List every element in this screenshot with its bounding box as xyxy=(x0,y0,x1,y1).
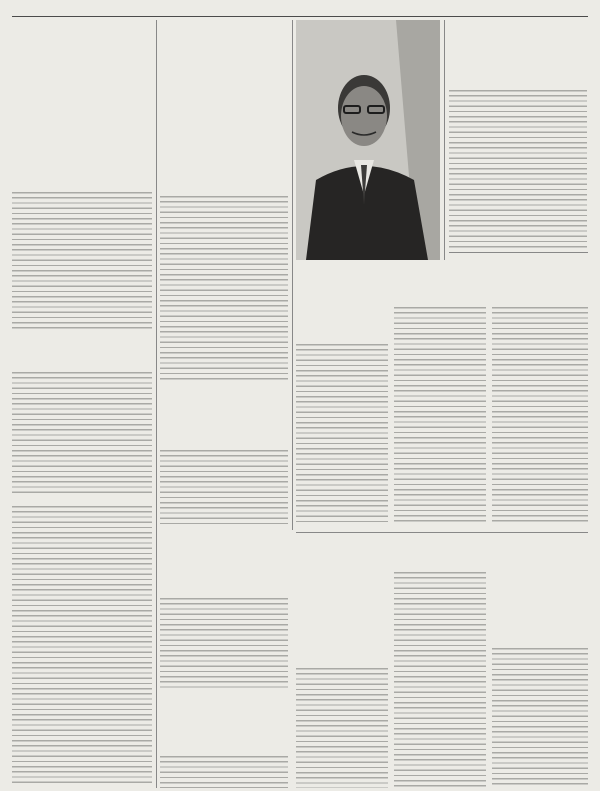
section-rule xyxy=(449,252,588,253)
column-rule xyxy=(292,20,293,530)
body-text-block xyxy=(394,307,486,524)
column-rule xyxy=(156,20,157,788)
body-text-block xyxy=(296,344,388,524)
section-rule xyxy=(296,532,588,533)
body-text-block xyxy=(12,506,152,786)
body-text-block xyxy=(296,668,388,788)
body-text-block xyxy=(160,196,288,382)
body-text-block xyxy=(12,372,152,494)
body-text-block xyxy=(492,648,588,788)
body-text-block xyxy=(160,598,288,690)
body-text-block xyxy=(492,307,588,524)
column-rule xyxy=(444,20,445,260)
body-text-block xyxy=(394,572,486,788)
body-text-block xyxy=(449,90,587,248)
portrait-photo xyxy=(296,20,440,260)
portrait-image xyxy=(296,20,440,260)
body-text-block xyxy=(12,192,152,332)
body-text-block xyxy=(160,450,288,524)
body-text-block xyxy=(160,756,288,788)
masthead-rule xyxy=(12,16,588,17)
